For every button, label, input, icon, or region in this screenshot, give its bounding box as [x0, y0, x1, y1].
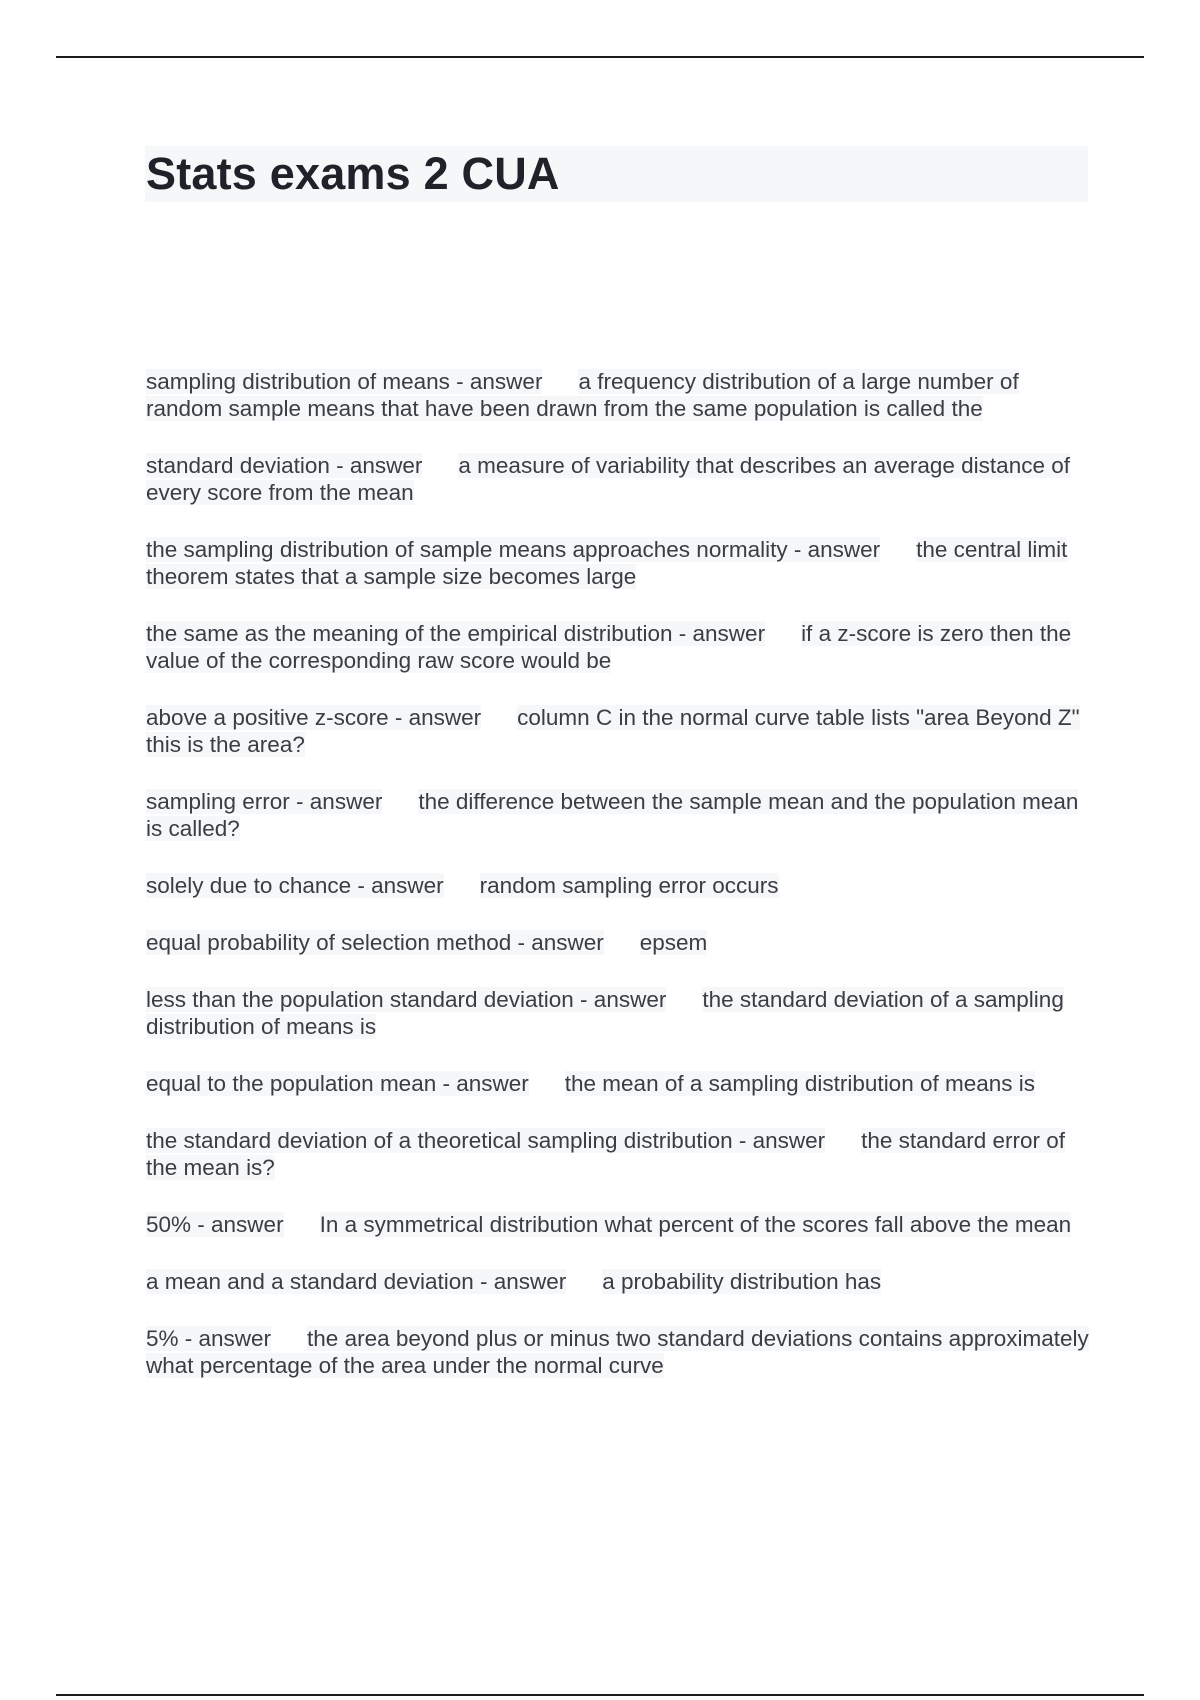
qa-definition: the area beyond plus or minus two standard deviations contains approximately what percentage of the area under the normal curve — [146, 1326, 1089, 1378]
qa-definition: the central limit theorem states that a sample size becomes large — [146, 537, 1068, 589]
qa-definition: a measure of variability that describes an average distance of every score from the mean — [146, 453, 1070, 505]
qa-item — [146, 704, 1096, 758]
qa-item — [146, 1325, 1096, 1379]
qa-definition: the difference between the sample mean and the population mean is called? — [146, 789, 1079, 841]
qa-term: a mean and a standard deviation - answer — [146, 1269, 567, 1294]
qa-term: equal to the population mean - answer — [146, 1071, 529, 1096]
qa-term: the same as the meaning of the empirical distribution - answer — [146, 621, 766, 646]
qa-term: less than the population standard deviation - answer — [146, 987, 667, 1012]
qa-item — [146, 929, 1096, 956]
qa-item — [146, 1070, 1096, 1097]
qa-term: sampling error - answer — [146, 789, 383, 814]
qa-term: above a positive z-score - answer — [146, 705, 482, 730]
qa-item — [146, 368, 1096, 422]
page-title: Stats exams 2 CUA — [146, 148, 560, 199]
qa-list — [146, 368, 1096, 1409]
qa-item — [146, 788, 1096, 842]
bottom-rule — [56, 1694, 1144, 1696]
qa-definition: if a z-score is zero then the value of the corresponding raw score would be — [146, 621, 1072, 673]
qa-definition: the mean of a sampling distribution of means is — [564, 1071, 1036, 1096]
qa-item — [146, 536, 1096, 590]
qa-definition: the standard error of the mean is? — [146, 1128, 1066, 1180]
qa-term: 5% - answer — [146, 1326, 272, 1351]
qa-term: the standard deviation of a theoretical sampling distribution - answer — [146, 1128, 826, 1153]
qa-definition: In a symmetrical distribution what percent of the scores fall above the mean — [319, 1212, 1072, 1237]
qa-item — [146, 1127, 1096, 1181]
qa-item — [146, 872, 1096, 899]
qa-term: sampling distribution of means - answer — [146, 369, 543, 394]
qa-term: equal probability of selection method - answer — [146, 930, 604, 955]
qa-definition: column C in the normal curve table lists "area Beyond Z" this is the area? — [146, 705, 1080, 757]
qa-term: the sampling distribution of sample means approaches normality - answer — [146, 537, 881, 562]
qa-definition: the standard deviation of a sampling distribution of means is — [146, 987, 1064, 1039]
top-rule — [56, 56, 1144, 58]
qa-definition: epsem — [639, 930, 708, 955]
qa-definition: random sampling error occurs — [479, 873, 779, 898]
qa-item — [146, 1268, 1096, 1295]
qa-item — [146, 986, 1096, 1040]
qa-item — [146, 620, 1096, 674]
qa-definition: a probability distribution has — [602, 1269, 882, 1294]
qa-term: standard deviation - answer — [146, 453, 423, 478]
qa-item — [146, 1211, 1096, 1238]
qa-term: solely due to chance - answer — [146, 873, 444, 898]
qa-term: 50% - answer — [146, 1212, 284, 1237]
qa-definition: a frequency distribution of a large number of random sample means that have been drawn from the same population is called the — [146, 369, 1019, 421]
qa-item — [146, 452, 1096, 506]
